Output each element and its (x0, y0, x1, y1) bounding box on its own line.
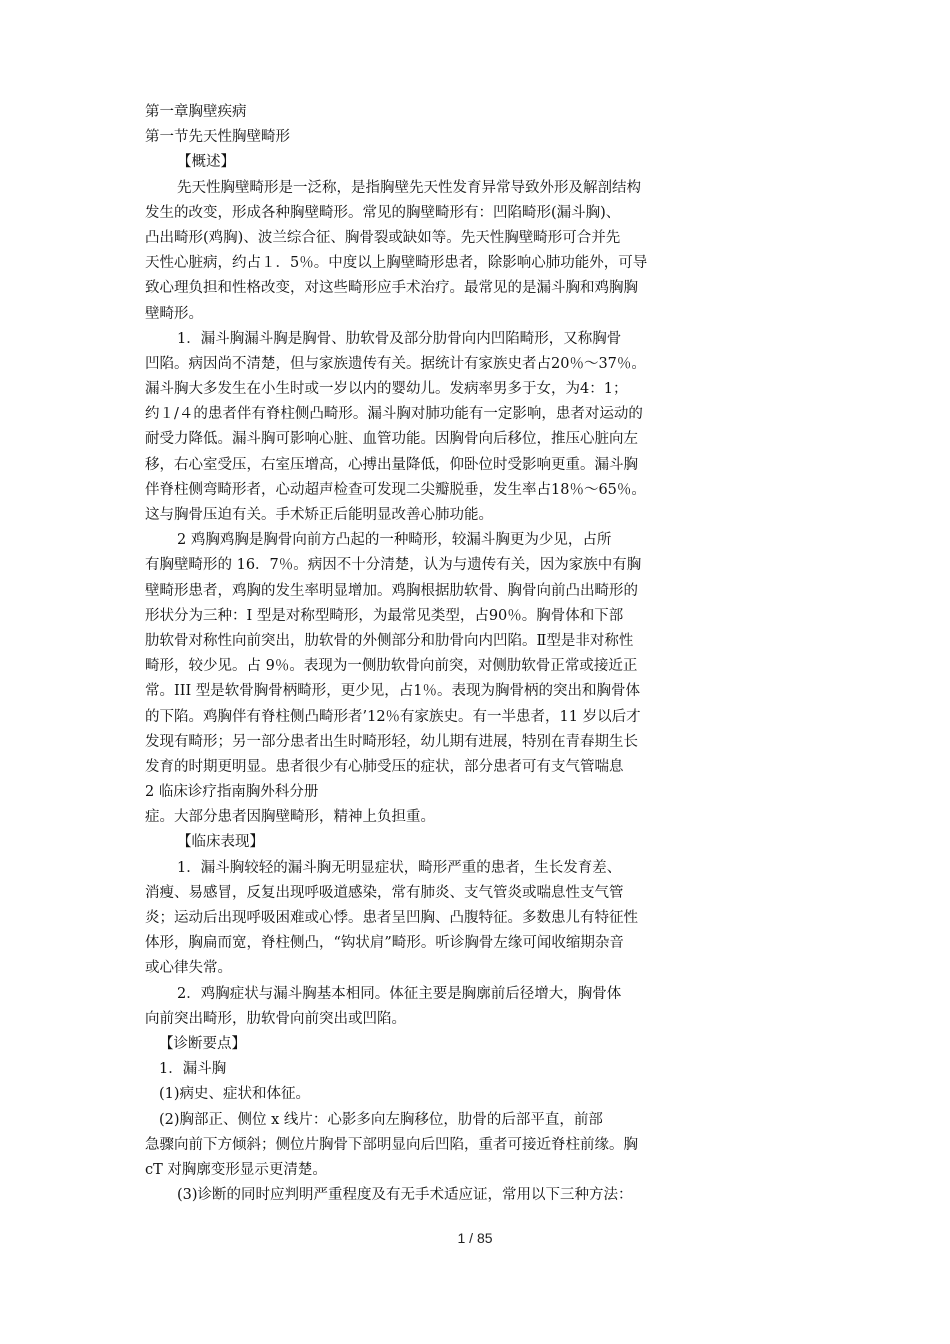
text-line: 有胸壁畸形的 16．7％。病因不十分清楚，认为与遗传有关，因为家族中有胸 (145, 557, 642, 574)
text-line: 壁畸形患者，鸡胸的发生率明显增加。鸡胸根据肋软骨、胸骨向前凸出畸形的 (145, 582, 638, 599)
text-line: 【概述】 (177, 154, 235, 171)
text-line: 2 临床诊疗指南胸外科分册 (145, 784, 319, 801)
page-body (145, 100, 735, 1208)
text-line: 急骤向前下方倾斜；侧位片胸骨下部明显向后凹陷，重者可接近脊柱前缘。胸 (145, 1136, 638, 1153)
text-line: 天性心脏病，约占１．5％。中度以上胸壁畸形患者，除影响心肺功能外，可导 (145, 255, 648, 272)
text-line: (2)胸部正、侧位 x 线片：心影多向左胸移位，肋骨的后部平直，前部 (159, 1111, 603, 1128)
text-line: 凹陷。病因尚不清楚，但与家族遗传有关。据统计有家族史者占20％～37％。 (145, 355, 646, 372)
text-line: 移，右心室受压，右室压增高，心搏出量降低，仰卧位时受影响更重。漏斗胸 (145, 456, 638, 473)
text-line: cT 对胸廓变形显示更清楚。 (145, 1161, 327, 1178)
text-line: 1．漏斗胸 (159, 1061, 227, 1078)
text-line: 致心理负担和性格改变，对这些畸形应手术治疗。最常见的是漏斗胸和鸡胸胸 (145, 280, 638, 297)
text-line: 壁畸形。 (145, 305, 203, 322)
text-line: 【诊断要点】 (159, 1035, 246, 1052)
text-line: 或心律失常。 (145, 960, 232, 977)
text-line: 形状分为三种：I 型是对称型畸形，为最常见类型，占90％。胸骨体和下部 (145, 607, 624, 624)
text-line: 凸出畸形(鸡胸)、波兰综合征、胸骨裂或缺如等。先天性胸壁畸形可合并先 (145, 229, 621, 246)
text-line: 1．漏斗胸漏斗胸是胸骨、肋软骨及部分肋骨向内凹陷畸形，又称胸骨 (177, 330, 622, 347)
text-line: 常。III 型是软骨胸骨柄畸形，更少见，占1％。表现为胸骨柄的突出和胸骨体 (145, 683, 641, 700)
text-line: (1)病史、症状和体征。 (159, 1086, 311, 1103)
text-line: 1．漏斗胸较轻的漏斗胸无明显症状，畸形严重的患者，生长发育差、 (177, 859, 622, 876)
text-line: 伴脊柱侧弯畸形者，心动超声检查可发现二尖瓣脱垂，发生率占18％～65％。 (145, 481, 646, 498)
text-line: 体形，胸扁而宽，脊柱侧凸，“钩状肩”畸形。听诊胸骨左缘可闻收缩期杂音 (145, 935, 624, 952)
text-line: 发生的改变，形成各种胸壁畸形。常见的胸壁畸形有：凹陷畸形(漏斗胸)、 (145, 204, 621, 221)
text-line: 这与胸骨压迫有关。手术矫正后能明显改善心肺功能。 (145, 507, 493, 523)
text-line: 第一章胸壁疾病 (145, 104, 247, 120)
text-line: 约１/４的患者伴有脊柱侧凸畸形。漏斗胸对肺功能有一定影响，患者对运动的 (145, 406, 643, 423)
text-line: 2 鸡胸鸡胸是胸骨向前方凸起的一种畸形，较漏斗胸更为少见，占所 (177, 532, 612, 549)
text-line: 症。大部分患者因胸壁畸形，精神上负担重。 (145, 809, 435, 826)
text-line: 消瘦、易感冒，反复出现呼吸道感染，常有肺炎、支气管炎或喘息性支气管 (145, 884, 624, 901)
text-line: 肋软骨对称性向前突出，肋软骨的外侧部分和肋骨向内凹陷。Ⅱ型是非对称性 (145, 632, 634, 649)
text-line: 向前突出畸形，肋软骨向前突出或凹陷。 (145, 1010, 406, 1027)
text-line: 漏斗胸大多发生在小生时或一岁以内的婴幼儿。发病率男多于女，为4：1； (145, 381, 628, 398)
text-line: 耐受力降低。漏斗胸可影响心脏、血管功能。因胸骨向后移位，推压心脏向左 (145, 431, 638, 448)
text-line: (3)诊断的同时应判明严重程度及有无手术适应证，常用以下三种方法： (177, 1187, 633, 1204)
text-line: 第一节先天性胸壁畸形 (145, 129, 290, 146)
text-line: 畸形，较少见。占 9％。表现为一侧肋软骨向前突，对侧肋软骨正常或接近正 (145, 658, 638, 675)
text-line: 炎；运动后出现呼吸困难或心悸。患者呈凹胸、凸腹特征。多数患儿有特征性 (145, 910, 638, 926)
text-line: 发育的时期更明显。患者很少有心肺受压的症状，部分患者可有支气管喘息 (145, 758, 624, 775)
text-line: 2．鸡胸症状与漏斗胸基本相同。体征主要是胸廓前后径增大，胸骨体 (177, 985, 622, 1002)
text-line: 【临床表现】 (177, 834, 264, 851)
text-line: 的下陷。鸡胸伴有脊柱侧凸畸形者’12％有家族史。有一半患者，11 岁以后才 (145, 708, 641, 725)
text-line: 先天性胸壁畸形是一泛称，是指胸壁先天性发育异常导致外形及解剖结构 (177, 179, 641, 196)
page-number: 1 / 85 (457, 1230, 493, 1246)
text-line: 发现有畸形；另一部分患者出生时畸形轻，幼儿期有进展，特别在青春期生长 (145, 733, 638, 750)
